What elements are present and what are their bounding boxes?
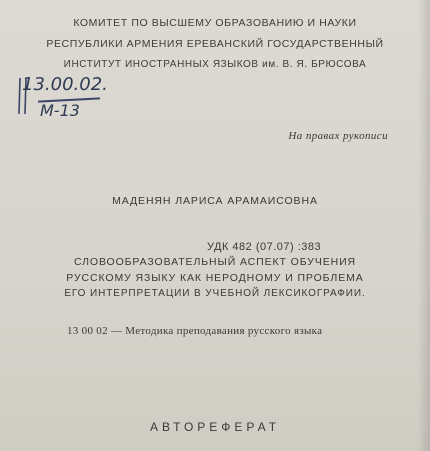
specialty-line: 13 00 02 — Методика преподавания русского языка [67, 325, 323, 337]
header-line-3: ИНСТИТУТ ИНОСТРАННЫХ ЯЗЫКОВ им. В. Я. БРЮСОВА [63, 59, 367, 70]
header-line-2: РЕСПУБЛИКИ АРМЕНИЯ ЕРЕВАНСКИЙ ГОСУДАРСТВЕННЫЙ [46, 38, 384, 50]
udk-code: УДК 482 (07.07) :383 [207, 241, 322, 253]
title-line-3: ЕГО ИНТЕРПРЕТАЦИИ В УЧЕБНОЙ ЛЕКСИКОГРАФИИ. [64, 288, 366, 299]
handwritten-code: 13.00.02. [22, 74, 108, 95]
manuscript-rights-note: На правах рукописи [288, 130, 388, 142]
title-line-2: РУССКОМУ ЯЗЫКУ КАК НЕРОДНОМУ И ПРОБЛЕМА [66, 272, 364, 284]
title-line-1: СЛОВООБРАЗОВАТЕЛЬНЫЙ АСПЕКТ ОБУЧЕНИЯ [73, 256, 357, 268]
handwritten-mark: М-13 [40, 101, 80, 120]
document-type: АВТОРЕФЕРАТ [149, 420, 281, 434]
header-line-1: КОМИТЕТ ПО ВЫСШЕМУ ОБРАЗОВАНИЮ И НАУКИ [73, 17, 357, 29]
author-name: МАДЕНЯН ЛАРИСА АРАМАИСОВНА [112, 195, 318, 207]
